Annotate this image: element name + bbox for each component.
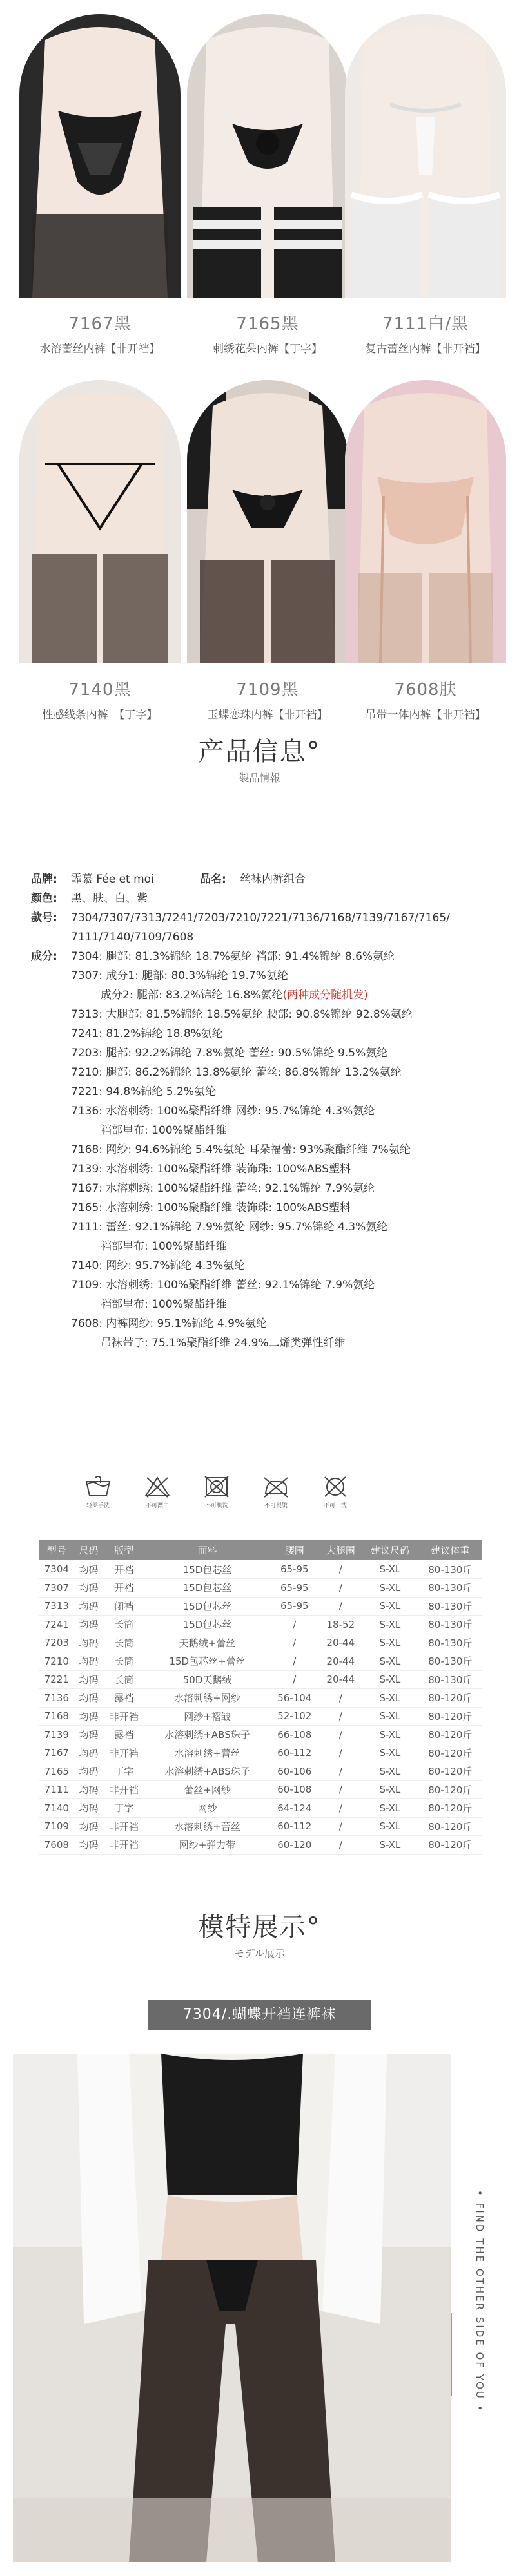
table-cell: 均码 — [75, 1597, 103, 1616]
table-cell: 7304 — [39, 1560, 75, 1579]
table-cell: S-XL — [362, 1597, 418, 1616]
table-row — [39, 1652, 482, 1671]
table-cell: 露裆 — [103, 1689, 145, 1708]
table-cell: 丁字 — [103, 1762, 145, 1781]
table-cell: 水溶刺绣+ABS珠子 — [145, 1726, 269, 1744]
product-photo — [345, 14, 506, 298]
table-cell: 80-120斤 — [418, 1799, 482, 1818]
product-photo — [345, 380, 506, 663]
side-divider — [451, 2313, 452, 2396]
table-cell: / — [269, 1670, 319, 1689]
product-card[interactable] — [345, 380, 506, 721]
table-row — [39, 1579, 482, 1598]
table-row — [39, 1780, 482, 1799]
table-cell: S-XL — [362, 1744, 418, 1762]
table-cell: 水溶刺绣+ABS珠子 — [145, 1762, 269, 1781]
table-cell: 长筒 — [103, 1652, 145, 1671]
table-row — [39, 1836, 482, 1855]
product-card[interactable] — [19, 14, 181, 356]
table-cell: 80-130斤 — [418, 1652, 482, 1671]
care-icons — [76, 1475, 357, 1509]
table-row — [39, 1670, 482, 1689]
table-cell: 7139 — [39, 1726, 75, 1744]
table-cell: / — [320, 1560, 362, 1579]
table-cell: 60-112 — [269, 1744, 319, 1762]
table-cell: 网纱 — [145, 1799, 269, 1818]
table-cell: / — [320, 1597, 362, 1616]
table-cell: / — [320, 1707, 362, 1726]
hand-wash-icon: 轻柔手洗 — [76, 1475, 120, 1509]
table-cell: / — [320, 1726, 362, 1744]
table-cell: 64-124 — [269, 1799, 319, 1818]
table-cell: 露裆 — [103, 1726, 145, 1744]
table-cell: 15D包芯丝+蕾丝 — [145, 1652, 269, 1671]
table-cell: S-XL — [362, 1762, 418, 1781]
table-cell: 长筒 — [103, 1670, 145, 1689]
table-cell: 15D包芯丝 — [145, 1616, 269, 1634]
size-table — [39, 1540, 482, 1855]
table-cell: 80-120斤 — [418, 1726, 482, 1744]
table-cell: 7140 — [39, 1799, 75, 1818]
table-row — [39, 1560, 482, 1579]
brand-row: 品牌: 霏慕 Fée et moi 品名: 丝袜内裤组合 — [31, 873, 306, 886]
table-cell: 均码 — [75, 1836, 103, 1855]
product-photo — [19, 380, 181, 663]
table-row — [39, 1689, 482, 1708]
table-cell: / — [320, 1817, 362, 1836]
table-cell: / — [320, 1836, 362, 1855]
table-cell: 开裆 — [103, 1579, 145, 1598]
product-code: 7109黑 — [236, 680, 299, 700]
table-cell: 7221 — [39, 1670, 75, 1689]
table-cell: 80-120斤 — [418, 1780, 482, 1799]
table-cell: 7608 — [39, 1836, 75, 1855]
table-cell: 非开裆 — [103, 1744, 145, 1762]
table-header: 型号 尺码 版型 面料 腰围 大腿围 建议尺码 建议体重 — [39, 1540, 482, 1560]
table-cell: / — [320, 1780, 362, 1799]
model-subtitle: モデル展示 — [233, 1947, 286, 1960]
table-cell: 52-102 — [269, 1707, 319, 1726]
table-cell: 天鹅绒+蕾丝 — [145, 1634, 269, 1652]
table-cell: 水溶刺绣+网纱 — [145, 1689, 269, 1708]
style-row-cont: 7111/7140/7109/7608 — [71, 931, 194, 944]
table-cell: 65-95 — [269, 1597, 319, 1616]
table-body — [39, 1560, 482, 1854]
info-subtitle: 製品情報 — [239, 772, 280, 784]
table-cell: 18-52 — [320, 1616, 362, 1634]
table-cell: 80-120斤 — [418, 1836, 482, 1855]
table-cell: S-XL — [362, 1707, 418, 1726]
product-code: 7111白/黑 — [382, 314, 469, 334]
table-cell: S-XL — [362, 1836, 418, 1855]
table-cell: 均码 — [75, 1560, 103, 1579]
table-cell: S-XL — [362, 1817, 418, 1836]
table-cell: 丁字 — [103, 1799, 145, 1818]
table-cell: / — [269, 1652, 319, 1671]
table-cell: 水溶刺绣+蕾丝 — [145, 1744, 269, 1762]
no-dry-clean-icon: 不可干洗 — [313, 1475, 357, 1509]
product-card[interactable] — [187, 380, 348, 721]
table-cell: 均码 — [75, 1634, 103, 1652]
table-cell: 80-130斤 — [418, 1560, 482, 1579]
side-slogan: • FIND THE OTHER SIDE OF YOU • — [474, 2190, 485, 2413]
product-info — [31, 870, 495, 1353]
composition-list: 7304: 腿部: 81.3%锦纶 18.7%氨纶 裆部: 91.4%锦纶 8.6%氨纶 7307: 成分1: 腿部: 80.3%锦纶 19.7%氨纶 成分2: 腿部: 83.2%锦纶 16.8%氨纶(两种成分随机发) 7313: 大腿部: 81.5%锦纶 18.5%氨纶 腰部: 90.8%锦纶 92.8%氨纶 7241: 81.2%锦纶 18.8%氨纶 7203: 腿部: 92.2%锦纶 7.8%氨纶 蕾丝: 90.5%锦纶 9.5%氨纶 7210: 腿部: 86.2%锦纶 13.8%氨纶 蕾丝: 86.8%锦纶 13.2%氨纶 7221: 94.8%锦纶 5.2%氨纶 7136: 水溶刺绣: 100%聚酯纤维 网纱: 95.7%锦纶 4.3%氨纶 裆部里布: 100%聚酯纤维 7168: 网纱: 94.6%锦纶 5.4%氨纶 耳朵福蕾: 93%聚酯纤维 7%氨纶 7139: 水溶刺绣: 100%聚酯纤维 装饰珠: 100%ABS塑料 7167: 水溶刺绣: 100%聚酯纤维 蕾丝: 92.1%锦纶 7.9%氨纶 7165: 水溶刺绣: 100%聚酯纤维 装饰珠: 100%ABS塑料 7111: 蕾丝: 92.1%锦纶 7.9%氨纶 网纱: 95.7%锦纶 4.3%氨纶 裆部里布: 100%聚酯纤维 7140: 网纱: 95.7%锦纶 4.3%氨纶 7109: 水溶刺绣: 100%聚酯纤维 蕾丝: 92.1%锦纶 7.9%氨纶 裆部里布: 100%聚酯纤维 7608: 内裤网纱: 95.1%锦纶 4.9%氨纶 吊袜带子: 75.1%聚酯纤维 24.9%二烯类弹性纤维 — [71, 950, 413, 1350]
table-row — [39, 1799, 482, 1818]
table-row — [39, 1597, 482, 1616]
product-code: 7608肤 — [394, 680, 457, 700]
table-cell: 长筒 — [103, 1634, 145, 1652]
composition-row: 成分: 7304: 腿部: 81.3%锦纶 18.7%氨纶 裆部: 91.4%锦纶 8.6%氨纶 7307: 成分1: 腿部: 80.3%锦纶 19.7%氨纶 成分2: 腿部: 83.2%锦纶 16.8%氨纶(两种成分随机发) 7313: 大腿部: 81.5%锦纶 18.5%氨纶 腰部: 90.8%锦纶 92.8%氨纶 7241: 81.2%锦纶 18.8%氨纶 7203: 腿部: 92.2%锦纶 7.8%氨纶 蕾丝: 90.5%锦纶 9.5%氨纶 7210: 腿部: 86.2%锦纶 13.8%氨纶 蕾丝: 86.8%锦纶 13.2%氨纶 7221: 94.8%锦纶 5.2%氨纶 7136: 水溶刺绣: 100%聚酯纤维 网纱: 95.7%锦纶 4.3%氨纶 裆部里布: 100%聚酯纤维 7168: 网纱: 94.6%锦纶 5.4%氨纶 耳朵福蕾: 93%聚酯纤维 7%氨纶 7139: 水溶刺绣: 100%聚酯纤维 装饰珠: 100%ABS塑料 7167: 水溶刺绣: 100%聚酯纤维 蕾丝: 92.1%锦纶 7.9%氨纶 7165: 水溶刺绣: 100%聚酯纤维 装饰珠: 100%ABS塑料 7111: 蕾丝: 92.1%锦纶 7.9%氨纶 网纱: 95.7%锦纶 4.3%氨纶 裆部里布: 100%聚酯纤维 7140: 网纱: 95.7%锦纶 4.3%氨纶 7109: 水溶刺绣: 100%聚酯纤维 蕾丝: 92.1%锦纶 7.9%氨纶 裆部里布: 100%聚酯纤维 7608: 内裤网纱: 95.1%锦纶 4.9%氨纶 吊袜带子: 75.1%聚酯纤维 24.9%二烯类弹性纤维 — [31, 947, 495, 1353]
table-cell: 水溶刺绣+蕾丝 — [145, 1817, 269, 1836]
table-cell: 非开裆 — [103, 1836, 145, 1855]
table-cell: 80-130斤 — [418, 1634, 482, 1652]
table-cell: 均码 — [75, 1579, 103, 1598]
table-cell: 80-120斤 — [418, 1744, 482, 1762]
table-cell: 20-44 — [320, 1634, 362, 1652]
no-bleach-icon: 不可漂白 — [135, 1475, 179, 1509]
table-cell: 均码 — [75, 1616, 103, 1634]
table-cell: 60-120 — [269, 1836, 319, 1855]
table-row — [39, 1707, 482, 1726]
table-cell: 网纱+弹力带 — [145, 1836, 269, 1855]
table-cell: 均码 — [75, 1707, 103, 1726]
product-photo — [187, 380, 348, 663]
table-cell: 均码 — [75, 1744, 103, 1762]
product-name: 吊带一体内裤【非开裆】 — [365, 709, 486, 721]
table-cell: 60-112 — [269, 1817, 319, 1836]
table-row — [39, 1634, 482, 1652]
table-cell: 60-106 — [269, 1762, 319, 1781]
table-cell: 80-130斤 — [418, 1616, 482, 1634]
table-cell: 均码 — [75, 1670, 103, 1689]
table-cell: 15D包芯丝 — [145, 1560, 269, 1579]
table-cell: S-XL — [362, 1670, 418, 1689]
table-cell: / — [320, 1579, 362, 1598]
table-row — [39, 1817, 482, 1836]
table-cell: 15D包芯丝 — [145, 1579, 269, 1598]
table-cell: 长筒 — [103, 1616, 145, 1634]
table-cell: / — [269, 1634, 319, 1652]
table-cell: 均码 — [75, 1726, 103, 1744]
product-card[interactable] — [187, 14, 348, 356]
table-cell: 50D天鹅绒 — [145, 1670, 269, 1689]
table-cell: 7210 — [39, 1652, 75, 1671]
product-grid — [0, 0, 519, 728]
table-cell: / — [320, 1744, 362, 1762]
table-cell: 80-120斤 — [418, 1762, 482, 1781]
product-photo — [187, 14, 348, 298]
product-name: 玉蝶恋珠内裤【非开裆】 — [207, 709, 328, 721]
product-name: 复古蕾丝内裤【非开裆】 — [365, 343, 486, 356]
color-row: 颜色: 黑、肤、白、紫 — [31, 892, 148, 905]
table-cell: 80-120斤 — [418, 1817, 482, 1836]
product-photo — [19, 14, 181, 298]
table-cell: 20-44 — [320, 1670, 362, 1689]
table-row — [39, 1744, 482, 1762]
model-photo — [13, 2054, 451, 2562]
table-cell: 56-104 — [269, 1689, 319, 1708]
table-cell: 蕾丝+网纱 — [145, 1780, 269, 1799]
model-banner: 7304/.蝴蝶开裆连裤袜 — [148, 2000, 371, 2030]
table-cell: 66-108 — [269, 1726, 319, 1744]
table-cell: 7167 — [39, 1744, 75, 1762]
table-cell: 80-130斤 — [418, 1597, 482, 1616]
table-cell: 7203 — [39, 1634, 75, 1652]
table-cell: 65-95 — [269, 1579, 319, 1598]
table-cell: 7241 — [39, 1616, 75, 1634]
table-row — [39, 1762, 482, 1781]
table-cell: S-XL — [362, 1799, 418, 1818]
product-name: 刺绣花朵内裤【丁字】 — [213, 343, 322, 356]
table-cell: S-XL — [362, 1652, 418, 1671]
table-cell: S-XL — [362, 1579, 418, 1598]
product-code: 7140黑 — [68, 680, 132, 700]
no-machine-wash-icon: 不可机洗 — [195, 1475, 239, 1509]
table-cell: 均码 — [75, 1652, 103, 1671]
table-cell: 均码 — [75, 1780, 103, 1799]
table-cell: 7168 — [39, 1707, 75, 1726]
product-code: 7165黑 — [236, 314, 299, 334]
table-row — [39, 1726, 482, 1744]
table-cell: S-XL — [362, 1726, 418, 1744]
table-cell: 非开裆 — [103, 1707, 145, 1726]
table-cell: 均码 — [75, 1762, 103, 1781]
product-card[interactable] — [345, 14, 506, 356]
model-title: 模特展示° — [198, 1913, 321, 1942]
table-cell: 7109 — [39, 1817, 75, 1836]
table-cell: 闭裆 — [103, 1597, 145, 1616]
table-cell: 65-95 — [269, 1560, 319, 1579]
table-cell: 80-130斤 — [418, 1579, 482, 1598]
table-cell: / — [320, 1762, 362, 1781]
table-cell: 7165 — [39, 1762, 75, 1781]
table-cell: / — [320, 1689, 362, 1708]
table-cell: 80-120斤 — [418, 1689, 482, 1708]
table-cell: 均码 — [75, 1689, 103, 1708]
table-cell: 80-120斤 — [418, 1707, 482, 1726]
table-cell: 60-108 — [269, 1780, 319, 1799]
table-cell: 7307 — [39, 1579, 75, 1598]
table-cell: / — [320, 1799, 362, 1818]
table-row — [39, 1616, 482, 1634]
table-cell: S-XL — [362, 1560, 418, 1579]
table-cell: 非开裆 — [103, 1780, 145, 1799]
table-cell: 7313 — [39, 1597, 75, 1616]
product-name: 水溶蕾丝内裤【非开裆】 — [39, 343, 161, 356]
table-cell: 均码 — [75, 1817, 103, 1836]
product-name: 性感线条内裤 【丁字】 — [42, 709, 158, 721]
table-cell: 7111 — [39, 1780, 75, 1799]
table-cell: S-XL — [362, 1780, 418, 1799]
no-iron-icon: 不可熨烫 — [254, 1475, 298, 1509]
table-cell: / — [269, 1616, 319, 1634]
table-cell: S-XL — [362, 1689, 418, 1708]
info-title: 产品信息° — [198, 737, 321, 767]
table-cell: 非开裆 — [103, 1817, 145, 1836]
table-cell: 网纱+褶皱 — [145, 1707, 269, 1726]
product-card[interactable] — [19, 380, 181, 721]
table-cell: 开裆 — [103, 1560, 145, 1579]
table-cell: 7136 — [39, 1689, 75, 1708]
style-row: 款号: 7304/7307/7313/7241/7203/7210/7221/7136/7168/7139/7167/7165/ — [31, 911, 450, 924]
table-cell: S-XL — [362, 1616, 418, 1634]
product-code: 7167黑 — [68, 314, 132, 334]
table-cell: 均码 — [75, 1799, 103, 1818]
table-cell: 15D包芯丝 — [145, 1597, 269, 1616]
table-cell: 20-44 — [320, 1652, 362, 1671]
table-cell: 80-130斤 — [418, 1670, 482, 1689]
table-cell: S-XL — [362, 1634, 418, 1652]
